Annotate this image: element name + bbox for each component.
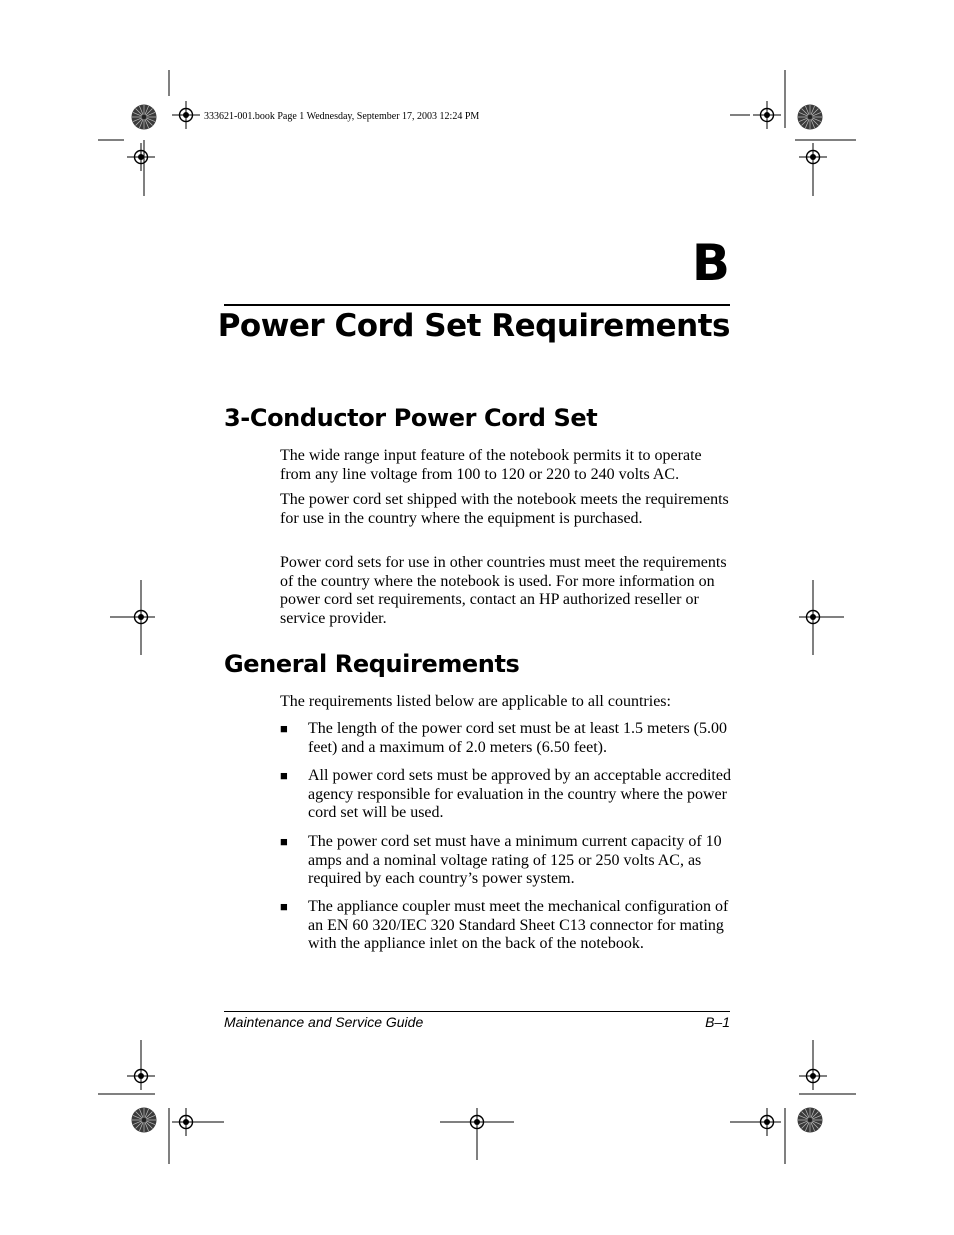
footer-guide-title: Maintenance and Service Guide: [224, 1014, 424, 1030]
section-heading-general-requirements: General Requirements: [224, 650, 520, 678]
bullet-marker: ■: [280, 899, 288, 914]
list-item: The length of the power cord set must be at least 1.5 meters (5.00 feet) and a maximum of 2.0 meters (6.50 feet).: [308, 720, 727, 756]
page-title: Power Cord Set Requirements: [217, 308, 730, 344]
bullet-marker: ■: [280, 721, 288, 736]
registration-crosshair-icon: [753, 1108, 781, 1136]
paragraph: The power cord set shipped with the notebook meets the requirements for use in the country where the equipment is purchased.: [280, 491, 729, 527]
registration-crosshair-icon: [127, 603, 155, 631]
paragraph: The wide range input feature of the notebook permits it to operate from any line voltage from 100 to 120 or 220 to 240 volts AC.: [280, 447, 702, 483]
list-item: The appliance coupler must meet the mechanical configuration of an EN 60 320/IEC 320 Standard Sheet C13 connector for mating with the appliance inlet on the back of the notebook.: [308, 898, 729, 953]
list-item: All power cord sets must be approved by an acceptable accredited agency responsible for evaluation in the country where the power cord set will be used.: [308, 767, 731, 822]
registration-crosshair-icon: [463, 1108, 491, 1136]
print-header: 333621-001.book Page 1 Wednesday, September 17, 2003 12:24 PM: [204, 111, 480, 122]
bullet-marker: ■: [280, 834, 288, 849]
registration-crosshair-icon: [799, 143, 827, 171]
list-item: The power cord set must have a minimum current capacity of 10 amps and a nominal voltage rating of 125 or 250 volts AC, as required by each country’s power system.: [308, 833, 722, 888]
title-rule: [224, 304, 730, 306]
paragraph: Power cord sets for use in other countries must meet the requirements of the country where the notebook is used. For more information on power cord set requirements, contact an HP authorized reseller or service provider.: [280, 554, 727, 627]
bullet-marker: ■: [280, 768, 288, 783]
registration-crosshair-icon: [799, 1062, 827, 1090]
footer-rule: [224, 1011, 730, 1012]
color-bar-top-right: [798, 105, 823, 130]
registration-crosshair-icon: [127, 143, 155, 171]
registration-crosshair-icon: [172, 1108, 200, 1136]
chapter-letter: B: [691, 234, 730, 292]
paragraph: The requirements listed below are applicable to all countries:: [280, 693, 671, 710]
registration-crosshair-icon: [127, 1062, 155, 1090]
registration-crosshair-icon: [799, 603, 827, 631]
color-bar-bottom-right: [798, 1108, 823, 1133]
color-bar-top-left: [132, 105, 157, 130]
registration-crosshair-icon: [753, 101, 781, 129]
footer-page-number: B–1: [705, 1014, 730, 1030]
registration-crosshair-icon: [172, 101, 200, 129]
section-heading-3-conductor: 3-Conductor Power Cord Set: [224, 404, 598, 432]
color-bar-bottom-left: [132, 1108, 157, 1133]
